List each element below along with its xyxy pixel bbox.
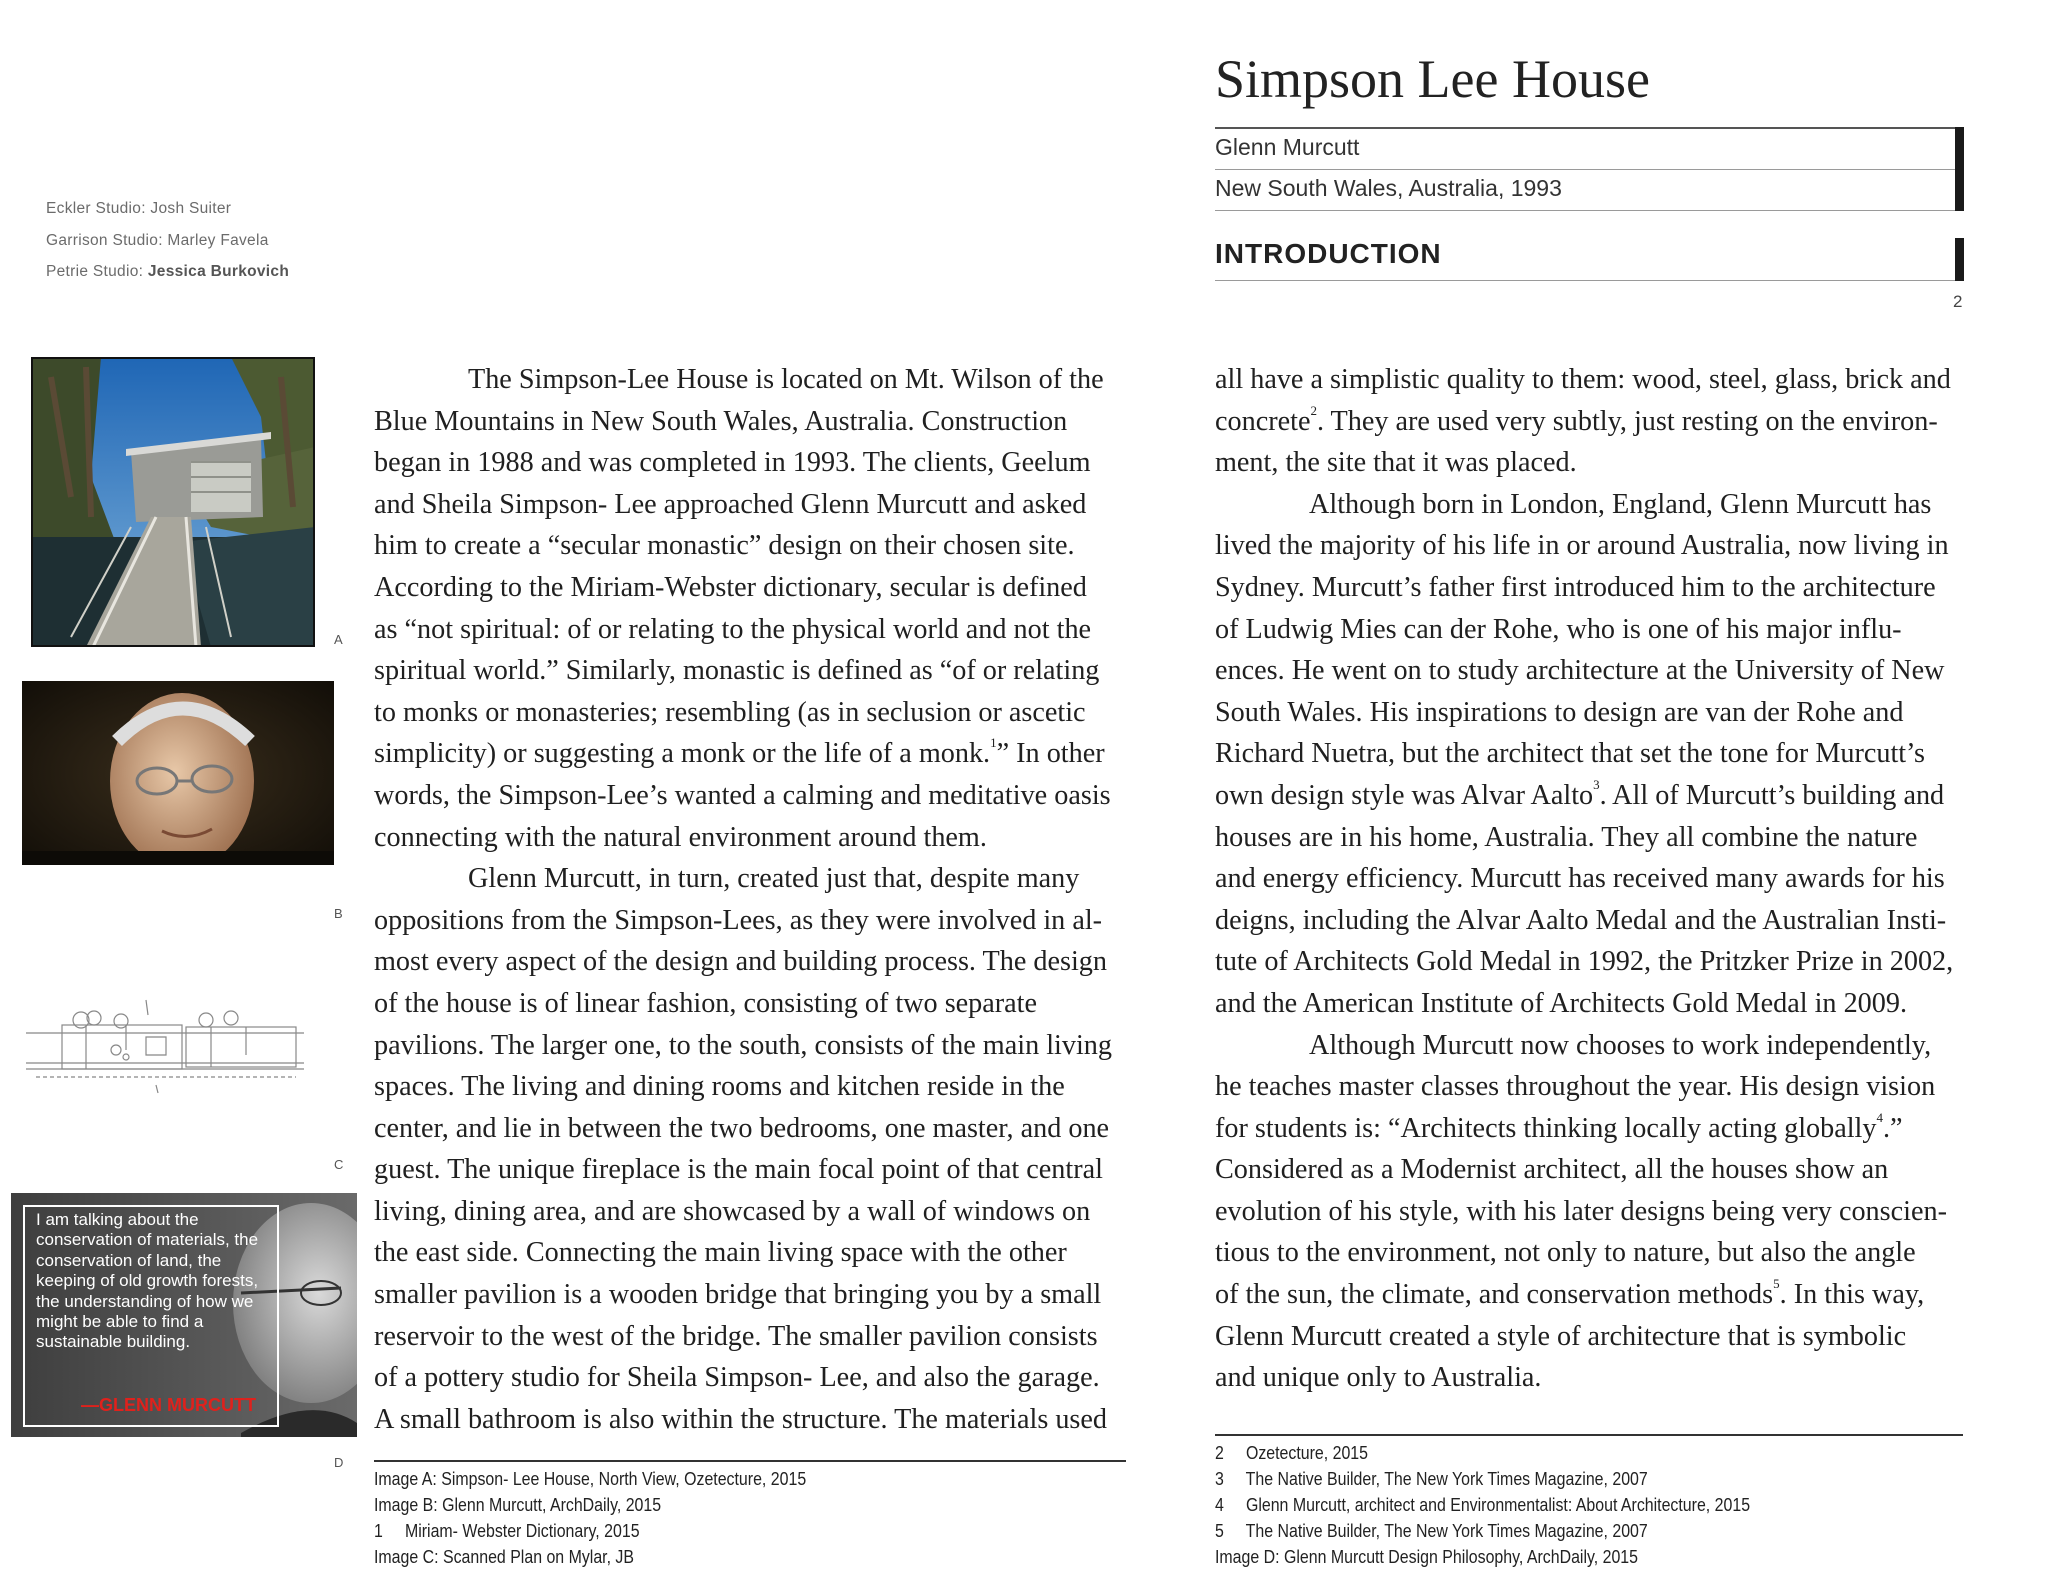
portrait-photo-art — [22, 681, 334, 865]
footnote-rule-right — [1215, 1434, 1963, 1436]
credit-petrie-name: Jessica Burkovich — [147, 263, 290, 280]
body-column-2 — [1215, 359, 1953, 1399]
quote-author: —GLENN MURCUTT — [81, 1395, 256, 1415]
title-accent-bar — [1955, 127, 1964, 211]
footnote-item: Image C: Scanned Plan on Mylar, JB — [374, 1546, 635, 1567]
house-photo — [31, 357, 315, 647]
body-line: deigns, including the Alvar Aalto Medal and the Australian Insti- — [1215, 904, 1947, 936]
body-line: connecting with the natural environment around them. — [374, 821, 987, 853]
body-line: A small bathroom is also within the structure. The materials used — [374, 1403, 1107, 1435]
image-label-c: C — [334, 1157, 344, 1172]
footnote-rule-left — [374, 1460, 1126, 1462]
body-line: tute of Architects Gold Medal in 1992, the Pritzker Prize in 2002, — [1215, 946, 1954, 978]
body-line: Blue Mountains in New South Wales, Australia. Construction — [374, 405, 1068, 437]
body-line: words, the Simpson-Lee’s wanted a calming and meditative oasis — [374, 779, 1111, 811]
footnote-item: 5 The Native Builder, The New York Times Magazine, 2007 — [1215, 1520, 1648, 1541]
body-line: and energy efficiency. Murcutt has received many awards for his — [1215, 863, 1945, 895]
body-line: to monks or monasteries; resembling (as in seclusion or ascetic — [374, 696, 1086, 728]
floor-plan-art — [26, 995, 304, 1095]
footnotes-left — [374, 1466, 806, 1570]
floor-plan-drawing — [26, 995, 304, 1095]
body-line: South Wales. His inspirations to design are van der Rohe and — [1215, 696, 1904, 728]
project-location: New South Wales, Australia, 1993 — [1215, 175, 1562, 201]
studio-credits — [46, 200, 289, 295]
body-line: reservoir to the west of the bridge. The smaller pavilion consists — [374, 1320, 1098, 1352]
body-line: he teaches master classes throughout the year. His design vision — [1215, 1071, 1936, 1103]
body-line: ment, the site that it was placed. — [1215, 447, 1577, 479]
body-line: Sydney. Murcutt’s father first introduced him to the architecture — [1215, 571, 1936, 603]
body-line: houses are in his home, Australia. They all combine the nature — [1215, 821, 1918, 853]
credit-garrison: Garrison Studio: Marley Favela — [46, 231, 269, 249]
body-line: Glenn Murcutt created a style of architecture that is symbolic — [1215, 1320, 1907, 1352]
body-line: pavilions. The larger one, to the south, consists of the main living — [374, 1029, 1112, 1061]
body-line: and the American Institute of Architects Gold Medal in 2009. — [1215, 987, 1907, 1019]
body-line: center, and lie in between the two bedrooms, one master, and one — [374, 1112, 1110, 1144]
body-text: of the sun, the climate, and conservation methods — [1215, 1279, 1774, 1311]
body-line: guest. The unique fireplace is the main focal point of that central — [374, 1154, 1103, 1186]
body-text: . In this way, — [1779, 1279, 1925, 1311]
body-text: simplicity) or suggesting a monk or the life of a monk. — [374, 738, 991, 770]
section-heading: INTRODUCTION — [1215, 238, 1442, 269]
body-text: for students is: “Architects thinking locally acting globally — [1215, 1112, 1877, 1144]
body-text: .” — [1882, 1112, 1903, 1144]
body-line: living, dining area, and are showcased by a wall of windows on — [374, 1195, 1091, 1227]
body-line — [1215, 401, 1953, 443]
footnote-ref-4: 4 — [1876, 1109, 1883, 1125]
body-line: tious to the environment, not only to nature, but also the angle — [1215, 1237, 1916, 1269]
credit-petrie-prefix: Petrie Studio: — [46, 263, 148, 280]
body-line: of the house is of linear fashion, consisting of two separate — [374, 987, 1038, 1019]
body-text: . All of Murcutt’s building and — [1599, 779, 1945, 811]
body-line: Although Murcutt now chooses to work independently, — [1309, 1029, 1932, 1061]
image-label-d: D — [334, 1455, 344, 1470]
body-line: and unique only to Australia. — [1215, 1362, 1542, 1394]
body-text: ” In other — [996, 738, 1105, 770]
section-accent-bar — [1955, 238, 1964, 281]
footnote-item: 1 Miriam- Webster Dictionary, 2015 — [374, 1520, 640, 1541]
body-line — [374, 733, 1112, 775]
credit-petrie — [46, 263, 289, 295]
body-line: Glenn Murcutt, in turn, created just that, despite many — [468, 863, 1080, 895]
house-photo-art — [31, 357, 315, 647]
image-label-b: B — [334, 906, 343, 921]
footnote-item: Image B: Glenn Murcutt, ArchDaily, 2015 — [374, 1494, 662, 1515]
body-line: spaces. The living and dining rooms and kitchen reside in the — [374, 1071, 1065, 1103]
body-line: Richard Nuetra, but the architect that set the tone for Murcutt’s — [1215, 738, 1925, 770]
body-column-1 — [374, 359, 1112, 1440]
body-line: and Sheila Simpson- Lee approached Glenn Murcutt and asked — [374, 488, 1087, 520]
title-rule — [1215, 127, 1961, 129]
footnote-item: Image A: Simpson- Lee House, North View, Ozetecture, 2015 — [374, 1468, 807, 1489]
body-text: . They are used very subtly, just resting on the environ- — [1316, 405, 1938, 437]
body-line — [1215, 1274, 1953, 1316]
body-line: According to the Miriam-Webster dictionary, secular is defined — [374, 571, 1087, 603]
footnote-ref-3: 3 — [1593, 776, 1600, 792]
body-line: The Simpson-Lee House is located on Mt. Wilson of the — [468, 364, 1104, 395]
quote-text: I am talking about the conservation of materials, the conservation of land, the keeping of old growth forests, the understanding of how we might be able to find a sustainable building. — [36, 1210, 259, 1352]
body-line: all have a simplistic quality to them: wood, steel, glass, brick and — [1215, 364, 1951, 395]
meta-rule-2 — [1215, 210, 1961, 211]
credit-eckler: Eckler Studio: Josh Suiter — [46, 200, 232, 217]
quote-image — [11, 1193, 357, 1437]
body-text: own design style was Alvar Aalto — [1215, 779, 1594, 811]
body-line: Although born in London, England, Glenn Murcutt has — [1309, 488, 1932, 520]
body-line: smaller pavilion is a wooden bridge that bringing you by a small — [374, 1279, 1102, 1311]
body-line: evolution of his style, with his later designs being very conscien- — [1215, 1195, 1947, 1227]
body-line: spiritual world.” Similarly, monastic is defined as “of or relating — [374, 655, 1100, 687]
footnotes-right — [1215, 1440, 1750, 1570]
section-rule — [1215, 280, 1961, 281]
page-title: Simpson Lee House — [1215, 49, 1650, 109]
footnote-item: Image D: Glenn Murcutt Design Philosophy, ArchDaily, 2015 — [1215, 1546, 1638, 1567]
body-line — [1215, 775, 1953, 817]
footnote-ref-1: 1 — [990, 735, 997, 751]
architect-name: Glenn Murcutt — [1215, 134, 1360, 160]
body-line: most every aspect of the design and building process. The design — [374, 946, 1107, 978]
footnote-ref-5: 5 — [1773, 1276, 1780, 1292]
meta-rule-1 — [1215, 169, 1961, 170]
page-number: 2 — [1953, 292, 1963, 311]
body-line: of Ludwig Mies can der Rohe, who is one of his major influ- — [1215, 613, 1902, 645]
body-line: Considered as a Modernist architect, all the houses show an — [1215, 1154, 1889, 1186]
body-line: him to create a “secular monastic” design on their chosen site. — [374, 530, 1075, 562]
body-line: as “not spiritual: of or relating to the physical world and not the — [374, 613, 1092, 645]
body-line: the east side. Connecting the main living space with the other — [374, 1237, 1067, 1269]
body-line — [1215, 1108, 1953, 1150]
footnote-item: 3 The Native Builder, The New York Times Magazine, 2007 — [1215, 1468, 1648, 1489]
body-line: lived the majority of his life in or around Australia, now living in — [1215, 530, 1949, 562]
portrait-photo — [22, 681, 334, 865]
body-line: began in 1988 and was completed in 1993. The clients, Geelum — [374, 447, 1091, 479]
image-label-a: A — [334, 632, 343, 647]
body-line: ences. He went on to study architecture at the University of New — [1215, 655, 1945, 687]
footnote-item: 4 Glenn Murcutt, architect and Environmentalist: About Architecture, 2015 — [1215, 1494, 1751, 1515]
footnote-ref-2: 2 — [1310, 402, 1317, 418]
footnote-item: 2 Ozetecture, 2015 — [1215, 1442, 1369, 1463]
body-text: concrete — [1215, 405, 1311, 437]
body-line: of a pottery studio for Sheila Simpson- Lee, and also the garage. — [374, 1362, 1100, 1394]
body-line: oppositions from the Simpson-Lees, as they were involved in al- — [374, 904, 1103, 936]
